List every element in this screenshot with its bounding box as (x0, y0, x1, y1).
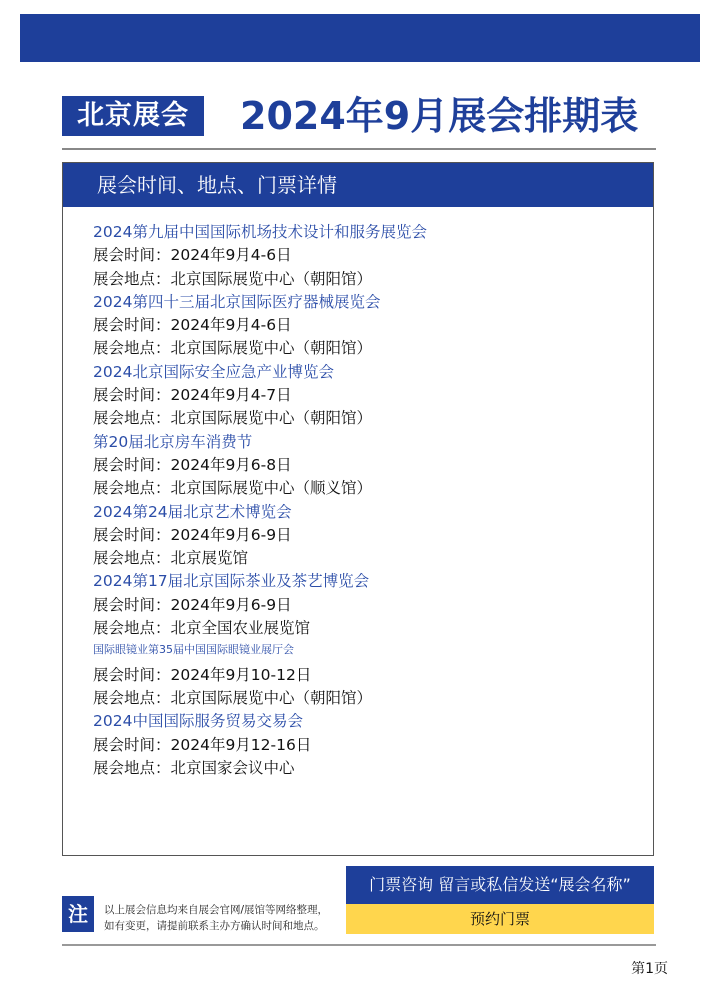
event-item (93, 431, 633, 501)
event-title: 2024北京国际安全应急产业博览会 (93, 362, 334, 381)
event-time: 展会时间：2024年9月10-12日 (93, 665, 312, 684)
top-banner (20, 14, 700, 62)
event-list (93, 221, 633, 780)
note-line-2: 如有变更，请提前联系主办方确认时间和地点。 (104, 920, 325, 932)
event-place: 展会地点：北京国家会议中心 (93, 758, 295, 777)
ticket-consult-banner: 门票咨询 留言或私信发送“展会名称” (346, 866, 654, 904)
event-place: 展会地点：北京国际展览中心（朝阳馆） (93, 339, 373, 358)
book-ticket-button[interactable]: 预约门票 (346, 904, 654, 934)
event-title: 国际眼镜业第35届中国国际眼镜业展厅会 (93, 643, 294, 657)
event-title: 2024中国国际服务贸易交易会 (93, 712, 303, 731)
event-place: 展会地点：北京国际展览中心（朝阳馆） (93, 409, 373, 428)
event-item (93, 291, 633, 361)
note-badge: 注 (62, 896, 94, 932)
page-title: 2024年9月展会排期表 (240, 94, 639, 138)
event-item (93, 361, 633, 431)
footer-divider (62, 944, 656, 946)
event-item (93, 640, 633, 710)
event-time: 展会时间：2024年9月6-9日 (93, 595, 292, 614)
title-divider (62, 148, 656, 150)
event-place: 展会地点：北京国际展览中心（朝阳馆） (93, 688, 373, 707)
section-heading: 展会时间、地点、门票详情 (63, 163, 653, 207)
event-time: 展会时间：2024年9月12-16日 (93, 735, 312, 754)
event-time: 展会时间：2024年9月4-6日 (93, 246, 292, 265)
event-place: 展会地点：北京全国农业展览馆 (93, 619, 311, 638)
event-title: 第20届北京房车消费节 (93, 432, 253, 451)
event-time: 展会时间：2024年9月6-9日 (93, 525, 292, 544)
event-title: 2024第17届北京国际茶业及茶艺博览会 (93, 572, 370, 591)
note-text (104, 902, 344, 934)
event-place: 展会地点：北京国际展览中心（朝阳馆） (93, 269, 373, 288)
event-place: 展会地点：北京展览馆 (93, 549, 249, 568)
event-time: 展会时间：2024年9月4-6日 (93, 316, 292, 335)
event-title: 2024第四十三届北京国际医疗器械展览会 (93, 292, 381, 311)
event-place: 展会地点：北京国际展览中心（顺义馆） (93, 479, 373, 498)
event-item (93, 221, 633, 291)
event-time: 展会时间：2024年9月6-8日 (93, 455, 292, 474)
event-item (93, 570, 633, 640)
schedule-panel (62, 162, 654, 856)
event-time: 展会时间：2024年9月4-7日 (93, 386, 292, 405)
page-number: 第1页 (631, 961, 668, 977)
brand-label: 北京展会 (62, 96, 204, 136)
event-title: 2024第24届北京艺术博览会 (93, 502, 292, 521)
event-item (93, 710, 633, 780)
event-title: 2024第九届中国国际机场技术设计和服务展览会 (93, 223, 427, 241)
event-item (93, 501, 633, 571)
note-line-1: 以上展会信息均来自展会官网/展馆等网络整理， (104, 904, 329, 916)
